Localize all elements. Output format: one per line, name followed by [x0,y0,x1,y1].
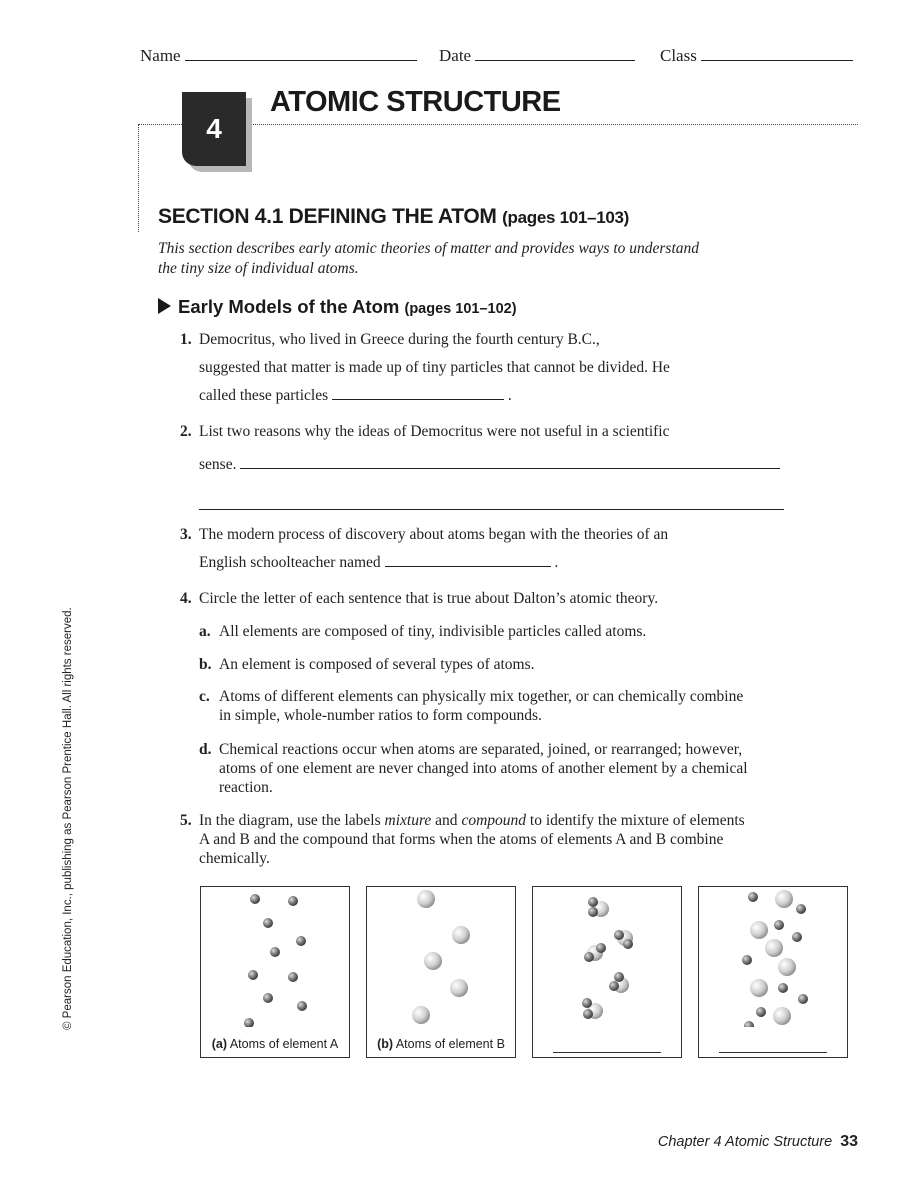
name-blank[interactable] [185,46,417,61]
question-text: called these particles [199,387,329,404]
diagram-label-blank-c[interactable] [553,1052,661,1053]
title-divider-vertical [138,124,139,232]
mixture-atoms [699,887,847,1027]
question-text: English schoolteacher named [199,554,381,571]
copyright-notice: © Pearson Education, Inc., publishing as Pearson Prentice Hall. All rights reserved. [62,607,74,1030]
footer-chapter: Chapter 4 Atomic Structure [657,1134,833,1150]
question-text: List two reasons why the ideas of Democritus were not useful in a scientific [199,423,670,440]
option-b[interactable] [199,655,759,674]
chapter-number-box [182,92,246,166]
question-text: and [435,812,458,829]
diagram-caption-b [367,1037,515,1051]
section-intro: This section describes early atomic theories of matter and provides ways to understand the tiny size of individual atoms. [158,240,700,277]
diagram-box-b [366,886,516,1058]
caption-tag: (b) [377,1037,394,1051]
date-label: Date [439,46,472,65]
question-text: suggested that matter is made up of tiny particles that cannot be divided. He [199,359,670,376]
diagram-box-c [532,886,682,1058]
question-text: . [507,387,512,404]
subsection-heading [158,296,517,318]
question-text: The modern process of discovery about atoms began with the theories of an [199,526,669,543]
section-title: SECTION 4.1 DEFINING THE ATOM [158,205,497,228]
date-field[interactable] [439,46,635,66]
option-letter[interactable]: a. [199,623,211,640]
option-a[interactable] [199,622,759,641]
answer-blank[interactable] [332,387,504,400]
question-4 [180,589,770,608]
question-number: 1. [180,331,192,348]
chapter-number: 4 [206,113,222,144]
option-text: Atoms of different elements can physically mix together, or can chemically combine in simple, whole-number ratios to form compounds. [219,688,744,724]
option-text: All elements are composed of tiny, indivisible particles called atoms. [219,623,647,640]
question-text: to identify the mixture of elements A and B and the compound that forms when the atoms of elements A and B combine chemically. [199,812,745,867]
label-word-mixture: mixture [384,812,432,829]
diagram-box-a [200,886,350,1058]
question-number: 2. [180,423,192,440]
question-text: Circle the letter of each sentence that is true about Dalton’s atomic theory. [199,590,659,607]
name-label: Name [140,46,181,65]
caption-text: Atoms of element A [229,1037,339,1051]
atoms-element-b [367,887,515,1027]
compound-molecules [533,887,681,1027]
option-text: Chemical reactions occur when atoms are separated, joined, or rearranged; however, atoms of one element are never changed into atoms of another element by a chemical reaction. [219,741,748,796]
class-field[interactable] [660,46,853,66]
question-2 [180,422,800,515]
option-text: An element is composed of several types of atoms. [219,656,535,673]
question-1 [180,330,800,405]
answer-blank[interactable] [385,554,551,567]
diagram-label-blank-d[interactable] [719,1052,827,1053]
option-d[interactable] [199,740,759,797]
question-text: Democritus, who lived in Greece during the fourth century B.C., [199,331,600,348]
chapter-title: ATOMIC STRUCTURE [270,86,561,118]
class-blank[interactable] [701,46,853,61]
section-pages: (pages 101–103) [502,208,630,227]
option-letter[interactable]: d. [199,741,212,758]
question-number: 3. [180,526,192,543]
atoms-element-a [201,887,349,1027]
name-field[interactable] [140,46,417,66]
question-text: sense. [199,456,237,473]
class-label: Class [660,46,697,65]
triangle-bullet-icon [158,298,171,314]
option-letter[interactable]: c. [199,688,210,705]
subsection-title: Early Models of the Atom [178,296,400,317]
option-c[interactable] [199,687,759,725]
question-5 [180,811,750,868]
page-number: 33 [840,1133,858,1150]
section-heading [158,205,629,229]
answer-blank[interactable] [240,456,780,469]
subsection-pages: (pages 101–102) [404,301,517,317]
label-word-compound: compound [461,812,527,829]
question-3 [180,525,800,572]
question-number: 5. [180,812,192,829]
caption-tag: (a) [211,1037,228,1051]
question-number: 4. [180,590,192,607]
question-text: In the diagram, use the labels [199,812,381,829]
title-divider [138,124,858,125]
page-footer [658,1133,858,1151]
date-blank[interactable] [475,46,635,61]
caption-text: Atoms of element B [395,1037,505,1051]
diagram-caption-a [201,1037,349,1051]
answer-blank[interactable] [199,497,784,510]
diagram-box-d [698,886,848,1058]
option-letter[interactable]: b. [199,656,212,673]
question-text: . [554,554,559,571]
